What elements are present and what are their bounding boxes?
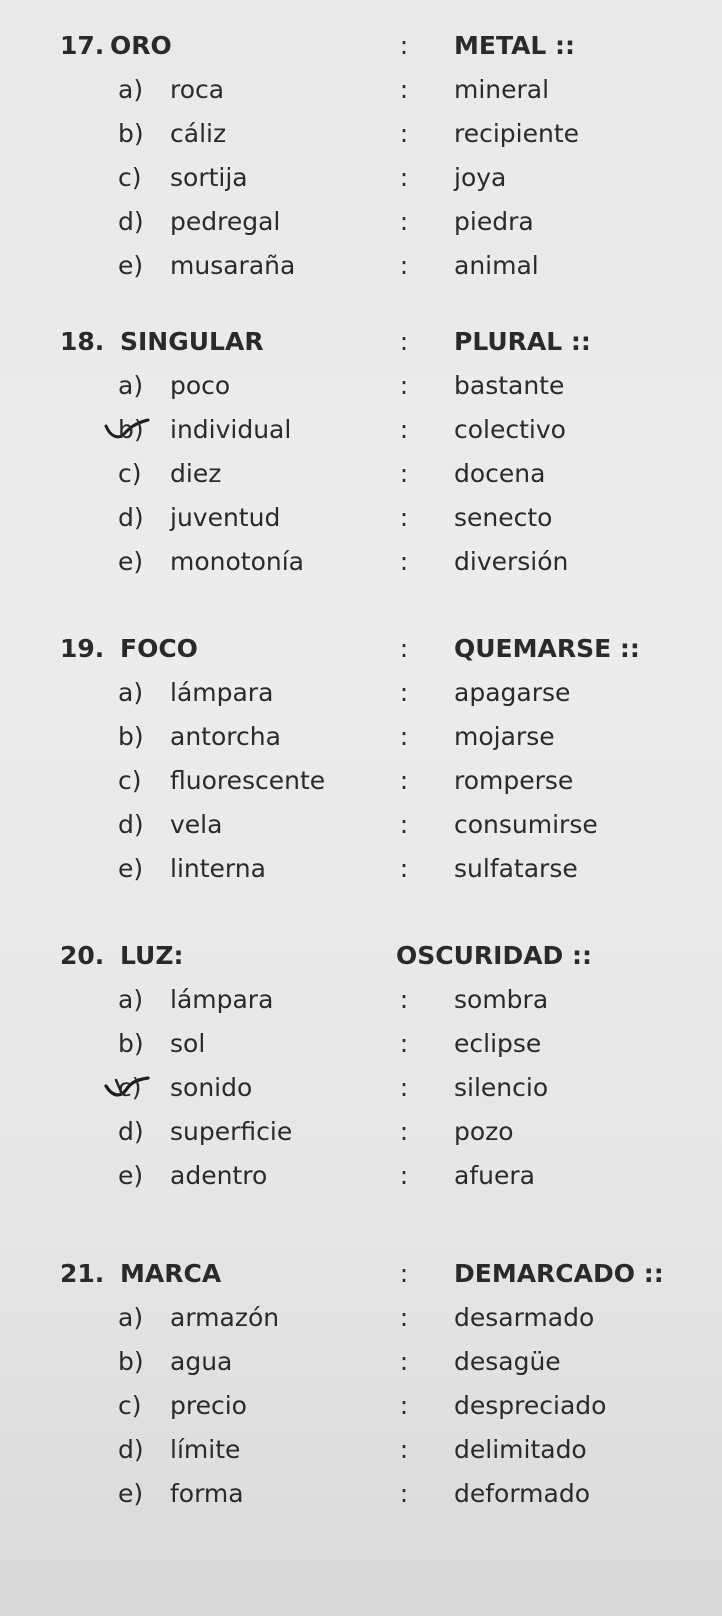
option-letter: b)	[118, 1347, 144, 1376]
question-header	[0, 26, 722, 66]
option-a	[0, 70, 722, 110]
option-letter: e)	[118, 1161, 144, 1190]
option-letter: c)	[118, 766, 142, 795]
option-right-term: apagarse	[454, 678, 571, 707]
option-left-term: agua	[170, 1347, 233, 1376]
option-colon: :	[399, 1117, 409, 1146]
option-e	[0, 246, 722, 286]
question-left-term: ORO	[110, 31, 172, 60]
option-colon: :	[399, 1435, 409, 1464]
option-e	[0, 1156, 722, 1196]
option-b	[0, 114, 722, 154]
option-colon: :	[399, 459, 409, 488]
option-letter: a)	[118, 985, 144, 1014]
option-letter: a)	[118, 678, 144, 707]
option-left-term: cáliz	[170, 119, 227, 148]
option-letter: e)	[118, 251, 144, 280]
option-colon: :	[399, 547, 409, 576]
option-left-term: musaraña	[170, 251, 296, 280]
option-right-term: pozo	[454, 1117, 514, 1146]
question-left-term: MARCA	[120, 1259, 222, 1288]
question-header	[0, 1254, 722, 1294]
option-b	[0, 717, 722, 757]
option-d	[0, 498, 722, 538]
option-letter: e)	[118, 854, 144, 883]
question-right-term: METAL ::	[454, 31, 576, 60]
option-colon: :	[399, 75, 409, 104]
question-colon: :	[399, 1259, 409, 1288]
option-e	[0, 542, 722, 582]
option-colon: :	[399, 415, 409, 444]
option-left-term: sol	[170, 1029, 206, 1058]
option-d	[0, 805, 722, 845]
question-colon: :	[399, 31, 409, 60]
option-left-term: sortija	[170, 163, 248, 192]
option-left-term: diez	[170, 459, 222, 488]
option-left-term: linterna	[170, 854, 266, 883]
question-header	[0, 936, 722, 976]
option-letter: d)	[118, 207, 144, 236]
option-right-term: sombra	[454, 985, 549, 1014]
option-d	[0, 202, 722, 242]
question-number: 18.	[60, 327, 105, 356]
option-letter: d)	[118, 810, 144, 839]
question-colon: :	[399, 634, 409, 663]
option-letter: b)	[118, 119, 144, 148]
question-number: 17.	[60, 31, 105, 60]
option-letter: e)	[118, 547, 144, 576]
question-right-term: QUEMARSE ::	[454, 634, 640, 663]
option-colon: :	[399, 1347, 409, 1376]
option-e	[0, 1474, 722, 1514]
option-right-term: desarmado	[454, 1303, 595, 1332]
option-a	[0, 980, 722, 1020]
question-header	[0, 629, 722, 669]
option-letter: b)	[118, 722, 144, 751]
option-left-term: superficie	[170, 1117, 293, 1146]
option-e	[0, 849, 722, 889]
option-c	[0, 1068, 722, 1108]
question-number: 21.	[60, 1259, 105, 1288]
question-colon: :	[399, 327, 409, 356]
option-left-term: roca	[170, 75, 225, 104]
option-letter: b)	[118, 1029, 144, 1058]
option-colon: :	[399, 163, 409, 192]
option-d	[0, 1112, 722, 1152]
option-left-term: precio	[170, 1391, 247, 1420]
option-right-term: delimitado	[454, 1435, 587, 1464]
option-c	[0, 454, 722, 494]
option-right-term: mineral	[454, 75, 550, 104]
option-letter: c)	[118, 459, 142, 488]
option-a	[0, 673, 722, 713]
option-colon: :	[399, 119, 409, 148]
option-letter: d)	[118, 503, 144, 532]
option-c	[0, 761, 722, 801]
option-colon: :	[399, 1303, 409, 1332]
option-colon: :	[399, 810, 409, 839]
option-left-term: individual	[170, 415, 292, 444]
option-left-term: vela	[170, 810, 223, 839]
question-right-term: OSCURIDAD ::	[396, 941, 593, 970]
question-number: 20.	[60, 941, 105, 970]
option-colon: :	[399, 678, 409, 707]
option-letter: c)	[118, 1073, 142, 1102]
option-right-term: consumirse	[454, 810, 598, 839]
option-colon: :	[399, 1029, 409, 1058]
option-colon: :	[399, 1391, 409, 1420]
option-a	[0, 366, 722, 406]
option-right-term: animal	[454, 251, 539, 280]
option-left-term: lámpara	[170, 678, 274, 707]
option-right-term: despreciado	[454, 1391, 607, 1420]
option-left-term: pedregal	[170, 207, 281, 236]
option-letter: a)	[118, 1303, 144, 1332]
option-right-term: silencio	[454, 1073, 549, 1102]
option-left-term: juventud	[170, 503, 281, 532]
option-right-term: colectivo	[454, 415, 566, 444]
question-header	[0, 322, 722, 362]
option-left-term: sonido	[170, 1073, 253, 1102]
option-colon: :	[399, 1073, 409, 1102]
option-colon: :	[399, 985, 409, 1014]
option-colon: :	[399, 371, 409, 400]
option-letter: d)	[118, 1435, 144, 1464]
option-b	[0, 1342, 722, 1382]
option-right-term: desagüe	[454, 1347, 561, 1376]
option-right-term: sulfatarse	[454, 854, 578, 883]
option-colon: :	[399, 251, 409, 280]
option-colon: :	[399, 722, 409, 751]
option-b	[0, 1024, 722, 1064]
option-letter: a)	[118, 371, 144, 400]
option-letter: c)	[118, 163, 142, 192]
option-left-term: adentro	[170, 1161, 268, 1190]
question-right-term: DEMARCADO ::	[454, 1259, 664, 1288]
option-right-term: joya	[454, 163, 507, 192]
option-left-term: armazón	[170, 1303, 280, 1332]
question-left-term: LUZ:	[120, 941, 184, 970]
question-number: 19.	[60, 634, 105, 663]
option-right-term: afuera	[454, 1161, 535, 1190]
option-left-term: monotonía	[170, 547, 304, 576]
option-colon: :	[399, 207, 409, 236]
option-c	[0, 158, 722, 198]
option-right-term: eclipse	[454, 1029, 542, 1058]
option-letter: a)	[118, 75, 144, 104]
option-colon: :	[399, 1479, 409, 1508]
option-c	[0, 1386, 722, 1426]
option-colon: :	[399, 1161, 409, 1190]
option-right-term: deformado	[454, 1479, 591, 1508]
option-letter: b)	[118, 415, 144, 444]
option-left-term: límite	[170, 1435, 241, 1464]
option-right-term: docena	[454, 459, 546, 488]
option-a	[0, 1298, 722, 1338]
option-d	[0, 1430, 722, 1470]
option-right-term: diversión	[454, 547, 569, 576]
question-left-term: SINGULAR	[120, 327, 264, 356]
question-left-term: FOCO	[120, 634, 198, 663]
option-right-term: recipiente	[454, 119, 580, 148]
option-left-term: antorcha	[170, 722, 281, 751]
option-right-term: bastante	[454, 371, 565, 400]
option-colon: :	[399, 766, 409, 795]
question-right-term: PLURAL ::	[454, 327, 591, 356]
option-right-term: romperse	[454, 766, 574, 795]
option-left-term: fluorescente	[170, 766, 326, 795]
option-letter: d)	[118, 1117, 144, 1146]
option-b	[0, 410, 722, 450]
option-letter: e)	[118, 1479, 144, 1508]
option-colon: :	[399, 503, 409, 532]
option-right-term: senecto	[454, 503, 553, 532]
option-left-term: lámpara	[170, 985, 274, 1014]
option-letter: c)	[118, 1391, 142, 1420]
option-colon: :	[399, 854, 409, 883]
option-right-term: mojarse	[454, 722, 555, 751]
option-left-term: forma	[170, 1479, 244, 1508]
option-right-term: piedra	[454, 207, 534, 236]
option-left-term: poco	[170, 371, 231, 400]
